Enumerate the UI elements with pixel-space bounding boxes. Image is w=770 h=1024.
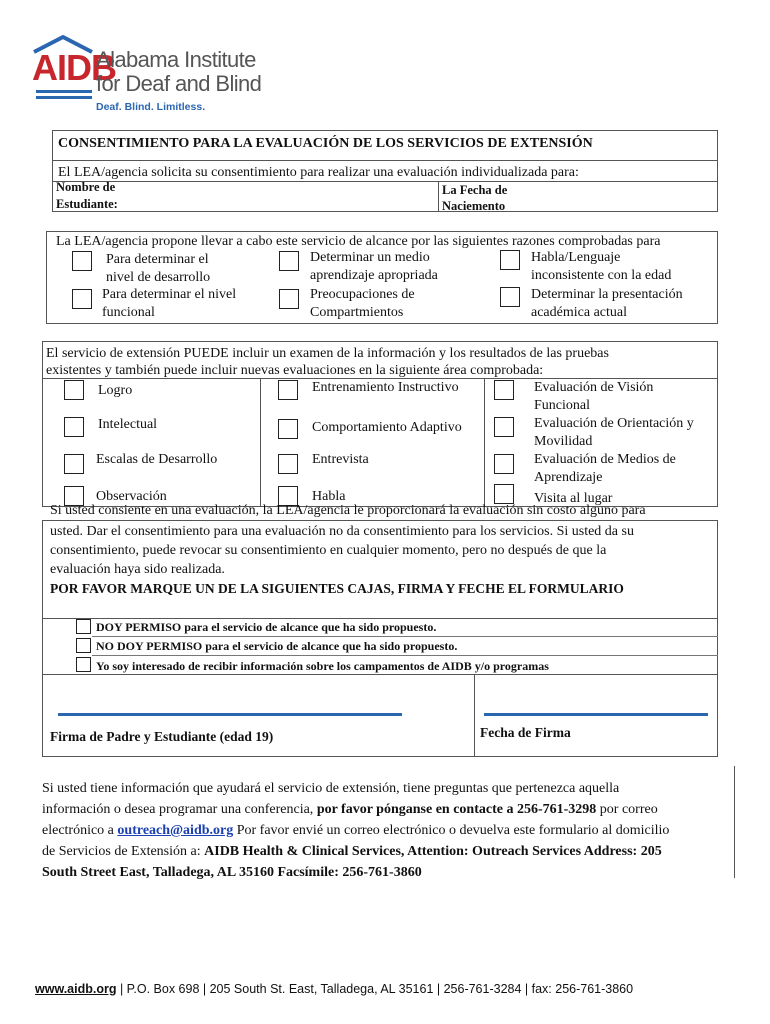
contact-line3 (42, 820, 732, 841)
outreach-email-link[interactable]: outreach@aidb.org (117, 823, 234, 838)
area-checkbox-developmental-scales[interactable] (64, 454, 84, 474)
reason-label-line: Compartmientos (310, 305, 404, 320)
area-checkbox-instructional[interactable] (278, 380, 298, 400)
reason-checkbox-behavior[interactable] (279, 289, 299, 309)
area-label-vision (534, 379, 653, 415)
reason-label-line: nivel de desarrollo (106, 270, 211, 285)
area-label-line: Evaluación de Medios de (534, 452, 676, 467)
reason-label-line: inconsistente con la edad (531, 268, 672, 283)
reason-label-line: Preocupaciones de (310, 287, 415, 302)
reason-label-behavior (310, 286, 415, 322)
area-checkbox-achievement[interactable] (64, 380, 84, 400)
logo-name-line1: Alabama Institute (96, 47, 256, 72)
area-label-learning-media (534, 451, 676, 487)
student-name-label-line1: Nombre de (56, 180, 116, 194)
signature-date-line[interactable] (484, 713, 708, 716)
website-link[interactable]: www.aidb.org (35, 982, 117, 996)
contact-phone: por favor pónganse en contacte a 256-761-3298 (316, 802, 597, 817)
area-label-orientation (534, 415, 694, 451)
reason-label-line: Determinar un medio (310, 250, 430, 265)
area-label-instructional: Entrenamiento Instructivo (312, 380, 459, 395)
footer-address: | P.O. Box 698 | 205 South St. East, Talladega, AL 35161 | 256-761-3284 | fax: 256-761-3860 (116, 982, 634, 996)
reason-label-speech (531, 249, 671, 285)
reason-label-line: Determinar la presentación (531, 287, 683, 302)
reason-label-functional (102, 286, 236, 322)
student-name-label-line2: Estudiante: (56, 197, 118, 211)
deny-permission-label: NO DOY PERMISO para el servicio de alcance que ha sido propuesto. (96, 639, 458, 653)
reason-label-line: Para determinar el nivel (102, 287, 237, 302)
contact-box-edge (734, 766, 735, 878)
area-label-interview: Entrevista (312, 452, 369, 467)
birth-date-label-line1: La Fecha de (442, 183, 508, 197)
area-checkbox-learning-media[interactable] (494, 454, 514, 474)
camps-interest-checkbox[interactable] (76, 657, 91, 672)
reason-label-line: Habla/Lenguaje (531, 250, 621, 265)
reason-label-line: Para determinar el (106, 252, 209, 267)
area-label-line: Aprendizaje (534, 470, 603, 485)
reason-label-line: funcional (102, 305, 155, 320)
give-permission-label: DOY PERMISO para el servicio de alcance que ha sido propuesto. (96, 620, 437, 634)
reason-checkbox-learning-medium[interactable] (279, 251, 299, 271)
reason-checkbox-developmental[interactable] (72, 251, 92, 271)
contact-text: información o desea programar una conferencia, (42, 802, 317, 817)
aidb-logo (30, 34, 270, 116)
area-checkbox-vision[interactable] (494, 380, 514, 400)
area-label-adaptive: Comportamiento Adaptivo (312, 420, 462, 435)
student-name-label[interactable] (56, 179, 118, 212)
areas-intro-line1: El servicio de extensión PUEDE incluir un examen de la información y los resultados de las pruebas (46, 346, 609, 361)
reason-label-learning-medium (310, 249, 438, 285)
contact-text: Por favor envié un correo electrónico o devuelva este formulario al domicilio (233, 823, 670, 838)
consent-text-line3: consentimiento, puede revocar su consentimiento en cualquier momento, pero no después de que la (50, 543, 607, 558)
area-label-observation: Observación (96, 489, 167, 504)
area-checkbox-site-visit[interactable] (494, 484, 514, 504)
areas-intro-line2: existentes y también puede incluir nuevas evaluaciones en la siguiente área comprobada: (46, 363, 544, 378)
contact-line1: Si usted tiene información que ayudará el servicio de extensión, tiene preguntas que pertenezca aquella (42, 781, 620, 796)
consent-text-line4: evaluación haya sido realizada. (50, 562, 225, 577)
signature-line[interactable] (58, 713, 402, 716)
reason-label-line: académica actual (531, 305, 627, 320)
area-label-line: Movilidad (534, 434, 593, 449)
contact-line5: South Street East, Talladega, AL 35160 Facsímile: 256-761-3860 (42, 865, 422, 880)
consent-instruction: POR FAVOR MARQUE UN DE LA SIGUIENTES CAJAS, FIRMA Y FECHE EL FORMULARIO (50, 581, 624, 596)
contact-text: de Servicios de Extensión a: (42, 844, 205, 859)
birth-date-label-line2: Naciemento (442, 199, 506, 213)
birth-date-label[interactable] (442, 182, 507, 214)
form-title: CONSENTIMIENTO PARA LA EVALUACIÓN DE LOS SERVICIOS DE EXTENSIÓN (58, 136, 593, 151)
area-checkbox-adaptive[interactable] (278, 419, 298, 439)
deny-permission-checkbox[interactable] (76, 638, 91, 653)
area-label-line: Funcional (534, 398, 590, 413)
consent-text-line2: usted. Dar el consentimiento para una evaluación no da consentimiento para los servicios. Si usted da su (50, 524, 634, 539)
contact-line4 (42, 841, 732, 862)
logo-tagline: Deaf. Blind. Limitless. (96, 101, 206, 113)
logo-mark: AIDB (32, 47, 116, 88)
area-label-achievement: Logro (98, 383, 133, 398)
logo-name-line2: for Deaf and Blind (96, 71, 262, 96)
area-checkbox-interview[interactable] (278, 454, 298, 474)
camps-interest-label: Yo soy interesado de recibir información sobre los campamentos de AIDB y/o programas (96, 659, 549, 673)
logo-stripes-icon (36, 90, 92, 102)
reason-label-developmental (106, 251, 210, 287)
consent-text-line1: Si usted consiente en una evaluación, la LEA/agencia le proporcionará la evaluación sin costo alguno para (50, 503, 646, 518)
area-label-line: Evaluación de Visión (534, 380, 654, 395)
signature-date-label: Fecha de Firma (480, 725, 571, 740)
page-footer (35, 981, 633, 997)
contact-address: AIDB Health & Clinical Services, Attention: Outreach Services Address: 205 (204, 844, 662, 859)
area-label-developmental-scales: Escalas de Desarrollo (96, 452, 218, 467)
contact-info (42, 778, 732, 883)
area-label-site-visit: Visita al lugar (534, 491, 613, 506)
give-permission-checkbox[interactable] (76, 619, 91, 634)
contact-text: por correo (596, 802, 658, 817)
reason-checkbox-functional[interactable] (72, 289, 92, 309)
area-label-speech: Habla (312, 489, 346, 504)
contact-line2 (42, 799, 732, 820)
signature-label: Firma de Padre y Estudiante (edad 19) (50, 729, 274, 744)
area-label-line: Evaluación de Orientación y (534, 416, 694, 431)
contact-text: electrónico a (42, 823, 118, 838)
reasons-intro: La LEA/agencia propone llevar a cabo este servicio de alcance por las siguientes razones comprobadas para (56, 234, 661, 249)
reason-label-academic (531, 286, 683, 322)
area-checkbox-intellectual[interactable] (64, 417, 84, 437)
reason-label-line: aprendizaje apropriada (310, 268, 438, 283)
reason-checkbox-academic[interactable] (500, 287, 520, 307)
consent-intro: El LEA/agencia solicita su consentimiento para realizar una evaluación individualizada para: (58, 165, 579, 180)
area-label-intellectual: Intelectual (98, 417, 158, 432)
reason-checkbox-speech[interactable] (500, 250, 520, 270)
area-checkbox-orientation[interactable] (494, 417, 514, 437)
